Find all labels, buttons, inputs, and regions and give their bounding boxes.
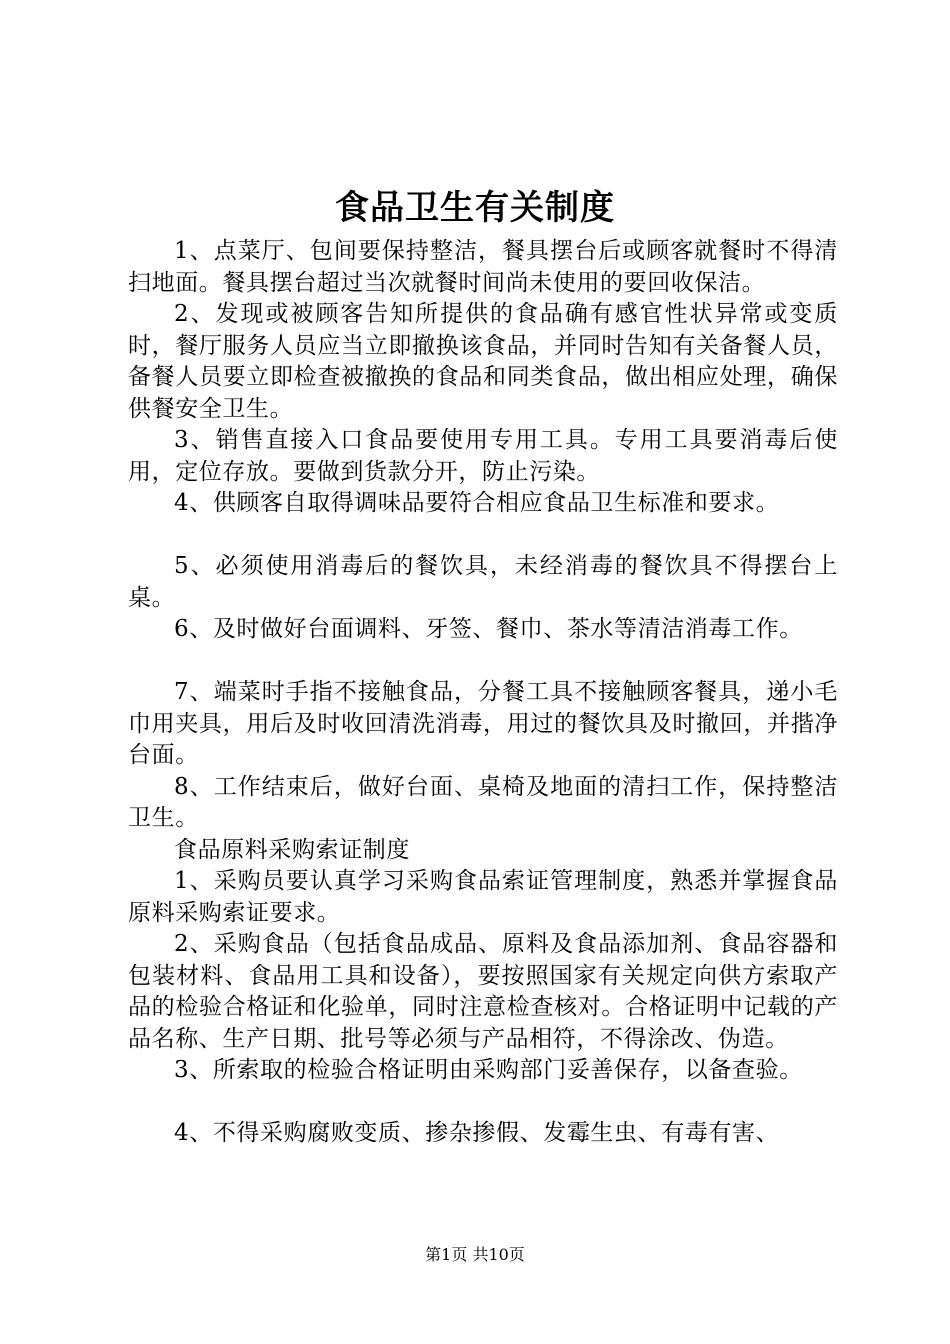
paragraph-rule-5: 5、必须使用消毒后的餐饮具，未经消毒的餐饮具不得摆台上桌。 xyxy=(128,553,838,611)
paragraph-rule-7: 7、端菜时手指不接触食品，分餐工具不接触顾客餐具，递小毛巾用夹具，用后及时收回清洗消毒，用过的餐饮具及时撤回，并揩净台面。 xyxy=(128,679,838,768)
document-body xyxy=(128,236,838,1150)
paragraph-rule-3: 3、销售直接入口食品要使用专用工具。专用工具要消毒后使用，定位存放。要做到货款分开，防止污染。 xyxy=(128,427,838,485)
paragraph-procurement-4: 4、不得采购腐败变质、掺杂掺假、发霉生虫、有毒有害、 xyxy=(174,1120,780,1146)
paragraph-rule-1: 1、点菜厅、包间要保持整洁，餐具摆台后或顾客就餐时不得清扫地面。餐具摆台超过当次就餐时间尚未使用的要回收保洁。 xyxy=(128,238,838,296)
paragraph-rule-6: 6、及时做好台面调料、牙签、餐巾、茶水等清洁消毒工作。 xyxy=(174,616,803,642)
paragraph-rule-8: 8、工作结束后，做好台面、桌椅及地面的清扫工作，保持整洁卫生。 xyxy=(128,773,838,831)
document-title: 食品卫生有关制度 xyxy=(335,188,615,228)
paragraph-rule-4: 4、供顾客自取得调味品要符合相应食品卫生标准和要求。 xyxy=(174,490,780,516)
page-footer: 第1页 共10页 xyxy=(425,1245,525,1264)
paragraph-rule-2: 2、发现或被顾客告知所提供的食品确有感官性状异常或变质时，餐厅服务人员应当立即撤换该食品，并同时告知有关备餐人员，备餐人员要立即检查被撤换的食品和同类食品，做出相应处理，确保供餐安全卫生。 xyxy=(128,301,838,422)
paragraph-procurement-2: 2、采购食品（包括食品成品、原料及食品添加剂、食品容器和包装材料、食品用工具和设备），要按照国家有关规定向供方索取产品的检验合格证和化验单，同时注意检查核对。合格证明中记载的产品名称、生产日期、批号等必须与产品相符，不得涂改、伪造。 xyxy=(128,931,838,1052)
paragraph-procurement-3: 3、所索取的检验合格证明由采购部门妥善保存，以备查验。 xyxy=(174,1057,803,1083)
section-heading: 食品原料采购索证制度 xyxy=(174,836,410,863)
paragraph-procurement-1: 1、采购员要认真学习采购食品索证管理制度，熟悉并掌握食品原料采购索证要求。 xyxy=(128,868,838,926)
